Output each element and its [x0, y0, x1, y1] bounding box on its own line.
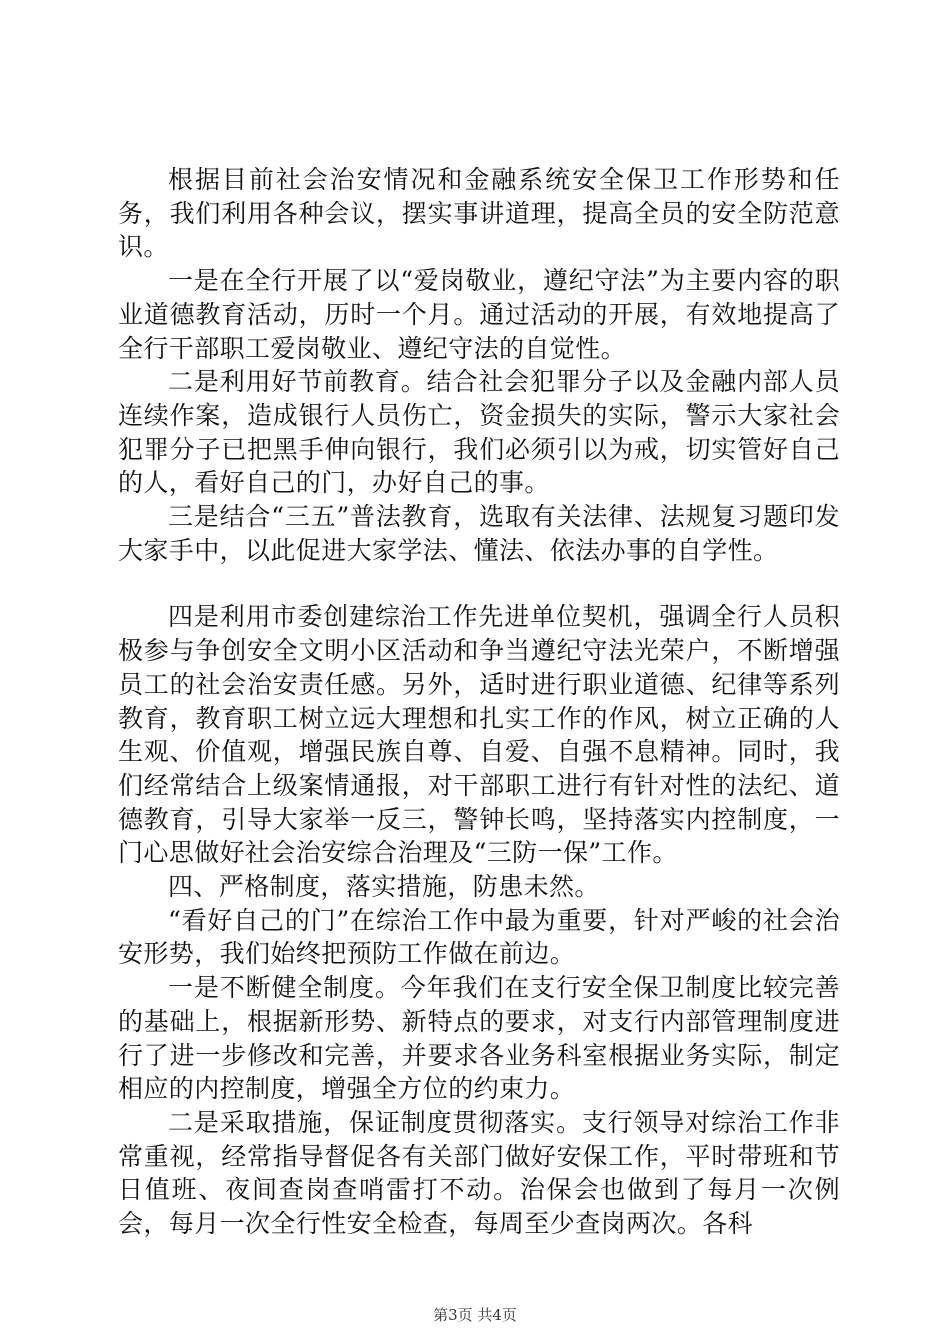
paragraph-intro: 根据目前社会治安情况和金融系统安全保卫工作形势和任务，我们利用各种会议，摆实事讲道理，提高全员的安全防范意识。 — [118, 165, 840, 262]
page-footer: 第3页 共4页 — [433, 1306, 517, 1324]
document-body — [118, 163, 840, 1241]
paragraph-item-3: 三是结合“三五”普法教育，选取有关法律、法规复习题印发大家手中，以此促进大家学法、懂法、依法办事的自学性。 — [118, 502, 840, 565]
paragraph-item-4: 四是利用市委创建综治工作先进单位契机，强调全行人员积极参与争创安全文明小区活动和争当遵纪守法光荣户，不断增强员工的社会治安责任感。另外，适时进行职业道德、纪律等系列教育，教育职工树立远大理想和扎实工作的作风，树立正确的人生观、价值观，增强民族自尊、自爱、自强不息精神。同时，我们经常结合上级案情通报，对干部职工进行有针对性的法纪、道德教育，引导大家举一反三，警钟长鸣，坚持落实内控制度，一门心思做好社会治安综合治理及“三防一保”工作。 — [118, 602, 840, 868]
paragraph-section-intro: “看好自己的门”在综治工作中最为重要，针对严峻的社会治安形势，我们始终把预防工作做在前边。 — [118, 905, 840, 969]
paragraph-item-2: 二是利用好节前教育。结合社会犯罪分子以及金融内部人员连续作案，造成银行人员伤亡，资金损失的实际，警示大家社会犯罪分子已把黑手伸向银行，我们必须引以为戒，切实管好自己的人，看好自己的门，办好自己的事。 — [118, 367, 840, 498]
section-heading: 四、严格制度，落实措施，防患未然。 — [168, 872, 600, 902]
paragraph-section-item-2: 二是采取措施，保证制度贯彻落实。支行领导对综治工作非常重视，经常指导督促各有关部门做好安保工作，平时带班和节日值班、夜间查岗查哨雷打不动。治保会也做到了每月一次例会，每月一次全行性安全检查，每周至少查岗两次。各科 — [118, 1107, 840, 1239]
paragraph-item-1: 一是在全行开展了以“爱岗敬业，遵纪守法”为主要内容的职业道德教育活动，历时一个月。通过活动的开展，有效地提高了全行干部职工爱岗敬业、遵纪守法的自觉性。 — [118, 266, 840, 363]
paragraph-gap — [118, 567, 840, 600]
paragraph-section-item-1: 一是不断健全制度。今年我们在支行安全保卫制度比较完善的基础上，根据新形势、新特点的要求，对支行内部管理制度进行了进一步修改和完善，并要求各业务科室根据业务实际，制定相应的内控制度，增强全方位的约束力。 — [118, 973, 840, 1104]
